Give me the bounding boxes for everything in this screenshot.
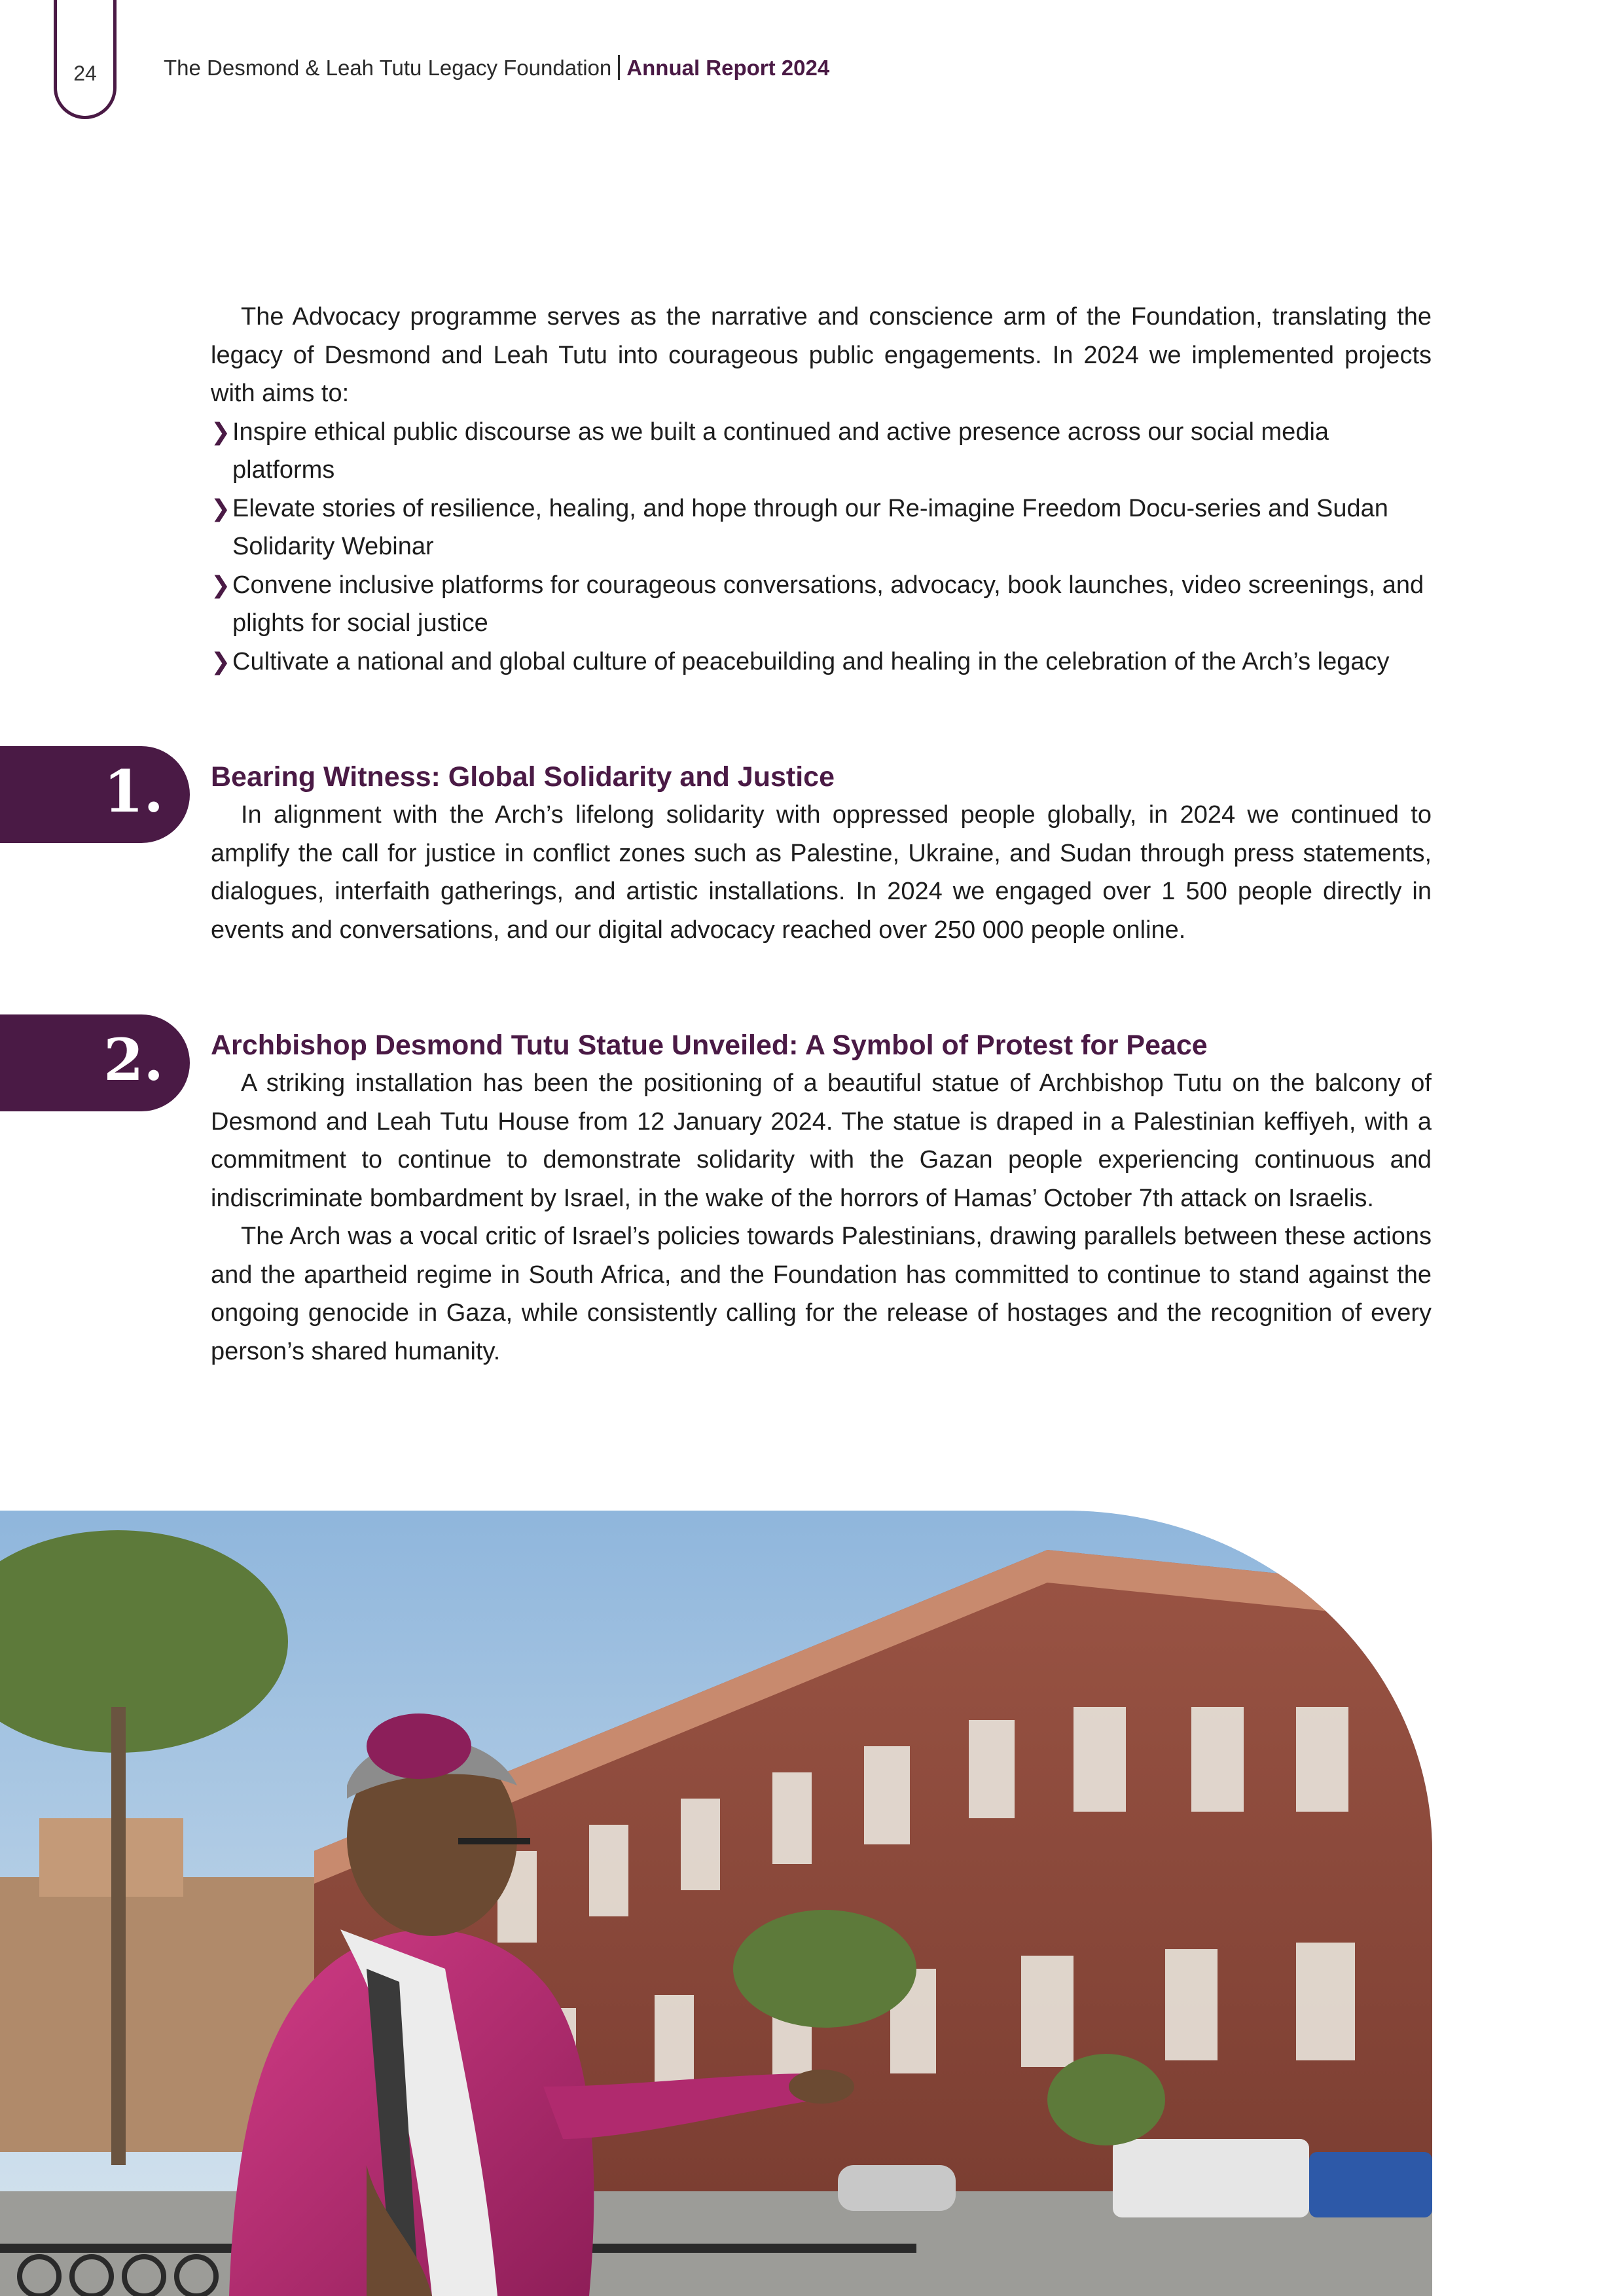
report-title: Annual Report 2024 [626,56,830,80]
page-number-tab [54,0,117,119]
list-item-text: Cultivate a national and global culture of peacebuilding and healing in the celebration of the Arch’s legacy [232,647,1390,675]
intro-section [211,298,1432,681]
section-title: Archbishop Desmond Tutu Statue Unveiled: A Symbol of Protest for Peace [211,1030,1208,1061]
aims-list [211,413,1432,681]
list-item [211,490,1432,566]
list-item-text: Convene inclusive platforms for courageous conversations, advocacy, book launches, video screenings, and plights for social justice [232,571,1424,637]
statue-photo [0,1511,1432,2296]
section-number: 1. [103,757,164,825]
section-paragraph: In alignment with the Arch’s lifelong solidarity with oppressed people globally, in 2024 we continued to amplify the call for justice in conflict zones such as Palestine, Ukraine, and Sudan through press statements, dialogues, interfaith gatherings, and artistic installations. In 2024 we engaged over 1 500 people directly in events and conversations, and our digital advocacy reached over 250 000 people online. [211,801,1432,944]
page-number: 24 [73,62,97,85]
chevron-right-icon: ❯ [211,494,231,522]
list-item [211,566,1432,643]
organization-name: The Desmond & Leah Tutu Legacy Foundation [164,56,612,80]
section-number-badge [0,746,190,843]
running-header [164,55,829,81]
section-paragraph: A striking installation has been the positioning of a beautiful statue of Archbishop Tutu on the balcony of Desmond and Leah Tutu House from 12 January 2024. The statue is draped in a Palestinian keffiyeh, with a commitment to continue to demonstrate solidarity with the Gazan people experiencing continuous and indiscriminate bombardment by Israel, in the wake of the horrors of Hamas’ October 7th attack on Israelis. [211,1069,1432,1212]
section-number: 2. [103,1026,164,1094]
section-paragraph: The Arch was a vocal critic of Israel’s policies towards Palestinians, drawing parallels between these actions and the apartheid regime in South Africa, and the Foundation has committed to continue to stand against the ongoing genocide in Gaza, while consistently calling for the release of hostages and the recognition of every person’s shared humanity. [211,1223,1432,1365]
section-title: Bearing Witness: Global Solidarity and Justice [211,761,835,793]
section-bearing-witness [211,758,1432,949]
section-number-badge [0,1014,190,1111]
list-item-text: Inspire ethical public discourse as we built a continued and active presence across our social media platforms [232,418,1329,484]
chevron-right-icon: ❯ [211,571,231,598]
intro-paragraph: The Advocacy programme serves as the narrative and conscience arm of the Foundation, translating the legacy of Desmond and Leah Tutu into courageous public engagements. In 2024 we implemented projects with aims to: [211,303,1432,407]
section-statue-unveiled [211,1026,1432,1371]
list-item [211,643,1432,681]
list-item [211,413,1432,490]
list-item-text: Elevate stories of resilience, healing, and hope through our Re-imagine Freedom Docu-series and Sudan Solidarity Webinar [232,494,1388,560]
chevron-right-icon: ❯ [211,418,231,445]
header-divider [618,55,620,80]
chevron-right-icon: ❯ [211,647,231,675]
